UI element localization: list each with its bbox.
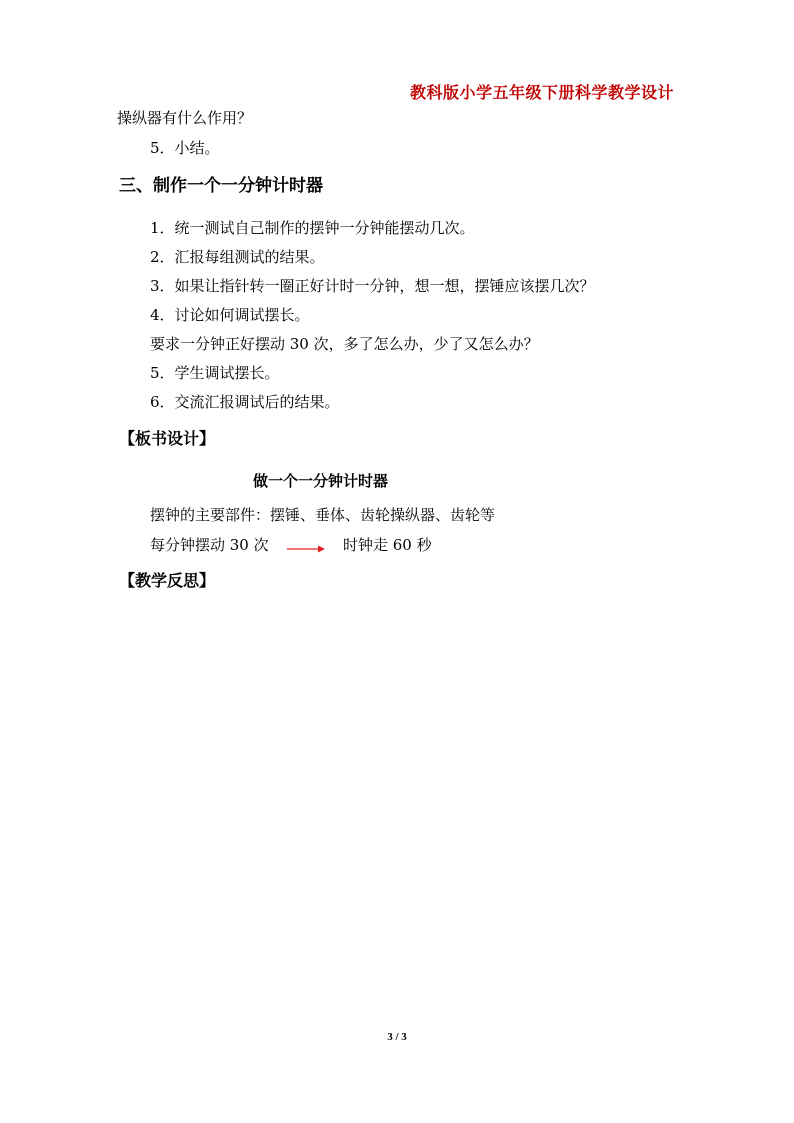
list-item: 3．如果让指针转一圈正好计时一分钟，想一想，摆锤应该摆几次？ <box>150 277 595 295</box>
page-number: 3 / 3 <box>387 1031 407 1043</box>
board-title: 做一个一分钟计时器 <box>253 472 389 490</box>
list-item: 1．统一测试自己制作的摆钟一分钟能摆动几次。 <box>150 219 475 237</box>
right-arrow-icon-svg <box>287 543 327 555</box>
list-item: 5．学生调试摆长。 <box>150 364 280 382</box>
right-arrow-icon <box>287 540 327 552</box>
board-design-heading: 【板书设计】 <box>119 429 216 448</box>
continuation-line: 操纵器有什么作用？ <box>117 109 253 127</box>
board-parts-line: 摆钟的主要部件：摆锤、垂体、齿轮操纵器、齿轮等 <box>150 506 496 524</box>
board-clock-text: 时钟走 60 秒 <box>343 536 432 554</box>
list-item-summary: 5．小结。 <box>150 139 220 157</box>
section-heading-3: 三、制作一个一分钟计时器 <box>119 176 323 196</box>
list-item-note: 要求一分钟正好摆动 30 次，多了怎么办，少了又怎么办？ <box>150 335 539 353</box>
list-item: 4．讨论如何调试摆长。 <box>150 306 310 324</box>
teaching-reflection-heading: 【教学反思】 <box>119 571 216 590</box>
board-swing-text: 每分钟摆动 30 次 <box>150 536 269 554</box>
list-item: 2．汇报每组测试的结果。 <box>150 248 325 266</box>
list-item: 6．交流汇报调试后的结果。 <box>150 393 340 411</box>
document-header-title: 教科版小学五年级下册科学教学设计 <box>409 83 674 102</box>
